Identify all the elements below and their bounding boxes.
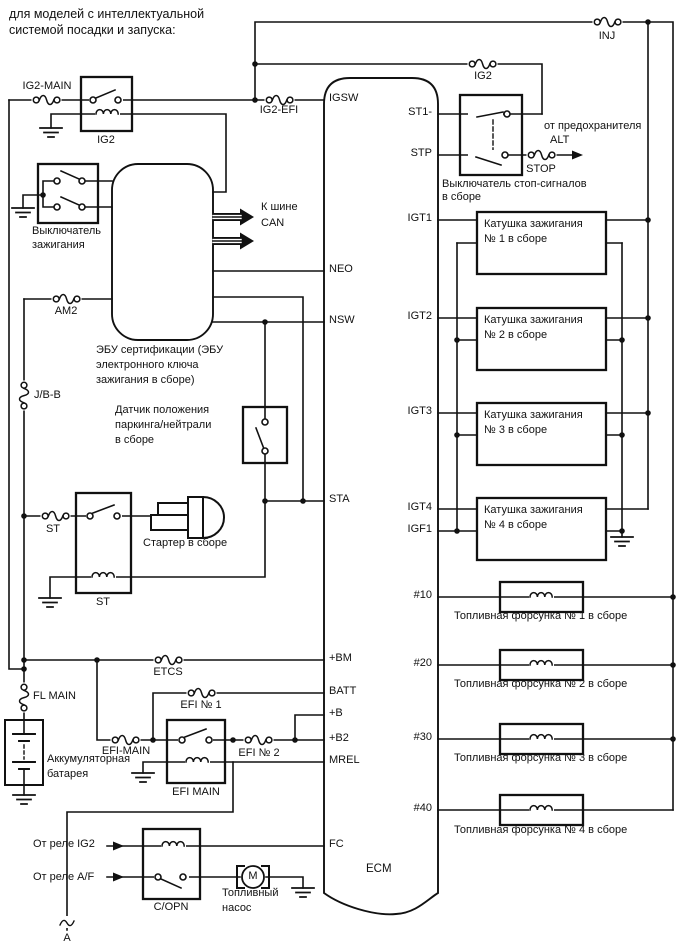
alt-fuse-note-line-1: от предохранителя (544, 120, 642, 132)
pin-label-igt4: IGT4 (407, 501, 432, 513)
injector-4-label: Топливная форсунка № 4 в сборе (454, 824, 628, 836)
fuse-label-ig2-efi: IG2-EFI (259, 104, 299, 116)
injector-4-coil-icon (529, 806, 554, 813)
injector-2-coil-icon (529, 661, 554, 668)
pin-label-40: #40 (413, 802, 432, 814)
from-af-relay-label: От реле A/F (33, 871, 95, 883)
copn-relay-box (143, 829, 200, 899)
cert-ecu-label-3: зажигания в сборе) (96, 374, 195, 386)
injector-3-coil-icon (529, 735, 554, 742)
fuse-label-efi-main: EFI-MAIN (101, 745, 151, 757)
from-ig2-relay-arrow-icon (113, 842, 124, 851)
fuse-inj-icon (593, 15, 623, 29)
starter-symbol (151, 497, 224, 538)
ignition-switch-box (38, 164, 98, 223)
to-alt-fuse-arrow-icon (572, 151, 583, 160)
ignition-coil-2-label-1: Катушка зажигания (484, 314, 583, 326)
fuse-label-efi-no2: EFI № 2 (238, 747, 280, 759)
relay-label-ig2: IG2 (97, 134, 115, 146)
st-relay-coil-icon (91, 573, 116, 580)
fuse-ig2-main-icon (32, 93, 62, 107)
pin-label-igt1: IGT1 (407, 212, 432, 224)
fuse-etcs-icon (154, 653, 184, 667)
pin-label-bm: +BM (329, 652, 352, 664)
can-bus-label-2: CAN (261, 217, 285, 229)
fuel-pump-label-2: насос (222, 902, 252, 914)
ignition-coil-4-label-2: № 4 в сборе (484, 519, 548, 531)
connector-a-label: A (63, 932, 71, 944)
pin-label-20: #20 (413, 657, 432, 669)
relay-label-efi-main: EFI MAIN (172, 786, 220, 798)
fusible-link-label-fl-main: FL MAIN (33, 690, 76, 702)
injector-2-label: Топливная форсунка № 2 в сборе (454, 678, 628, 690)
pin-label-neo: NEO (329, 263, 353, 275)
fuse-label-st: ST (45, 523, 61, 535)
battery-label-2: батарея (47, 768, 89, 780)
ground-battery-icon (13, 795, 35, 804)
ecm-label: ECM (366, 863, 392, 875)
fuel-pump-motor-letter: M (248, 870, 258, 882)
pin-label-b: +B (329, 707, 343, 719)
can-bus-arrow-2-icon (213, 233, 254, 250)
fuse-label-ig2-main: IG2-MAIN (22, 80, 72, 92)
connector-jbb-icon (17, 381, 31, 411)
can-bus-label-1: К шине (261, 201, 298, 213)
fuse-efi-no1-icon (187, 686, 217, 700)
pin-label-igt3: IGT3 (407, 405, 432, 417)
cert-ecu-label-1: ЭБУ сертификации (ЭБУ (96, 344, 224, 356)
pin-label-b2: +B2 (329, 732, 349, 744)
efi-main-relay-coil-icon (185, 758, 210, 765)
pn-sensor-label-3: в сборе (115, 434, 155, 446)
ground-fuel-pump-icon (292, 888, 314, 897)
ignition-coil-4-label-1: Катушка зажигания (484, 504, 583, 516)
pin-label-batt: BATT (329, 685, 357, 697)
fuse-label-ig2-fuse: IG2 (474, 70, 492, 82)
pin-label-sta: STA (329, 493, 350, 505)
fusible-link-fl-main-icon (17, 683, 31, 713)
starter-label: Стартер в сборе (143, 537, 228, 549)
ignition-coil-3-label-1: Катушка зажигания (484, 409, 583, 421)
pin-label-igt2: IGT2 (407, 310, 432, 322)
copn-relay-coil-icon (161, 842, 186, 849)
ignition-switch-label-2: зажигания (32, 239, 85, 251)
relay-label-st: ST (95, 596, 111, 608)
fuse-stop-icon (527, 148, 557, 162)
pin-label-mrel: MREL (329, 754, 360, 766)
ignition-coil-1-label-1: Катушка зажигания (484, 218, 583, 230)
ground-st-relay-icon (39, 598, 61, 607)
pin-label-fc: FC (329, 838, 344, 850)
ground-ignition-switch-icon (12, 208, 34, 217)
pin-label-st1: ST1- (408, 106, 432, 118)
note-line-1: для моделей с интеллектуальной (9, 7, 205, 21)
pin-label-igf1: IGF1 (407, 523, 432, 535)
injector-3-label: Топливная форсунка № 3 в сборе (454, 752, 628, 764)
from-ig2-relay-label: От реле IG2 (33, 838, 95, 850)
fuel-pump-label-1: Топливный (222, 887, 279, 899)
can-bus-arrow-1-icon (213, 209, 254, 226)
fuse-efi-no2-icon (244, 733, 274, 747)
stop-light-switch-label-2: в сборе (442, 191, 482, 203)
fuse-label-etcs: ETCS (153, 666, 183, 678)
connector-label-jbb: J/B-B (34, 389, 61, 401)
fuse-st-icon (41, 509, 71, 523)
from-af-relay-arrow-icon (113, 873, 124, 882)
cert-ecu-label-2: электронного ключа (96, 359, 199, 371)
battery-label-1: Аккумуляторная (47, 753, 131, 765)
pin-label-nsw: NSW (329, 314, 355, 326)
fuse-label-efi-no1: EFI № 1 (180, 699, 222, 711)
ground-efi-main-icon (132, 773, 154, 782)
ignition-coil-1-label-2: № 1 в сборе (484, 233, 548, 245)
ignition-switch-label-1: Выключатель (32, 225, 102, 237)
relay-label-copn: C/OPN (153, 901, 189, 913)
fuse-am2-icon (52, 292, 82, 306)
injector-1-label: Топливная форсунка № 1 в сборе (454, 610, 628, 622)
wire-break-a-icon (59, 916, 75, 928)
fuse-label-am2: AM2 (54, 305, 78, 317)
stop-light-switch-label-1: Выключатель стоп-сигналов (442, 178, 587, 190)
pn-sensor-label-2: паркинга/нейтрали (115, 419, 212, 431)
fuse-label-stop: STOP (526, 163, 556, 175)
pin-label-30: #30 (413, 731, 432, 743)
note-line-2: системой посадки и запуска: (9, 23, 176, 37)
ignition-coil-3-label-2: № 3 в сборе (484, 424, 548, 436)
fuse-label-inj: INJ (598, 30, 616, 42)
ignition-coil-2-label-2: № 2 в сборе (484, 329, 548, 341)
ground-ignition-coils-icon (611, 537, 633, 546)
efi-main-relay-box (167, 720, 225, 783)
injector-1-coil-icon (529, 593, 554, 600)
certification-ecu-box (112, 164, 213, 340)
pin-label-igsw: IGSW (329, 92, 359, 104)
ig2-relay-coil-icon (95, 110, 120, 117)
pin-label-stp: STP (410, 147, 432, 159)
pn-sensor-label-1: Датчик положения (115, 404, 210, 416)
alt-fuse-note-line-2: ALT (550, 134, 570, 146)
pin-label-10: #10 (413, 589, 432, 601)
ground-ig2-relay-icon (40, 128, 62, 137)
fuse-ig2-icon (468, 57, 498, 71)
